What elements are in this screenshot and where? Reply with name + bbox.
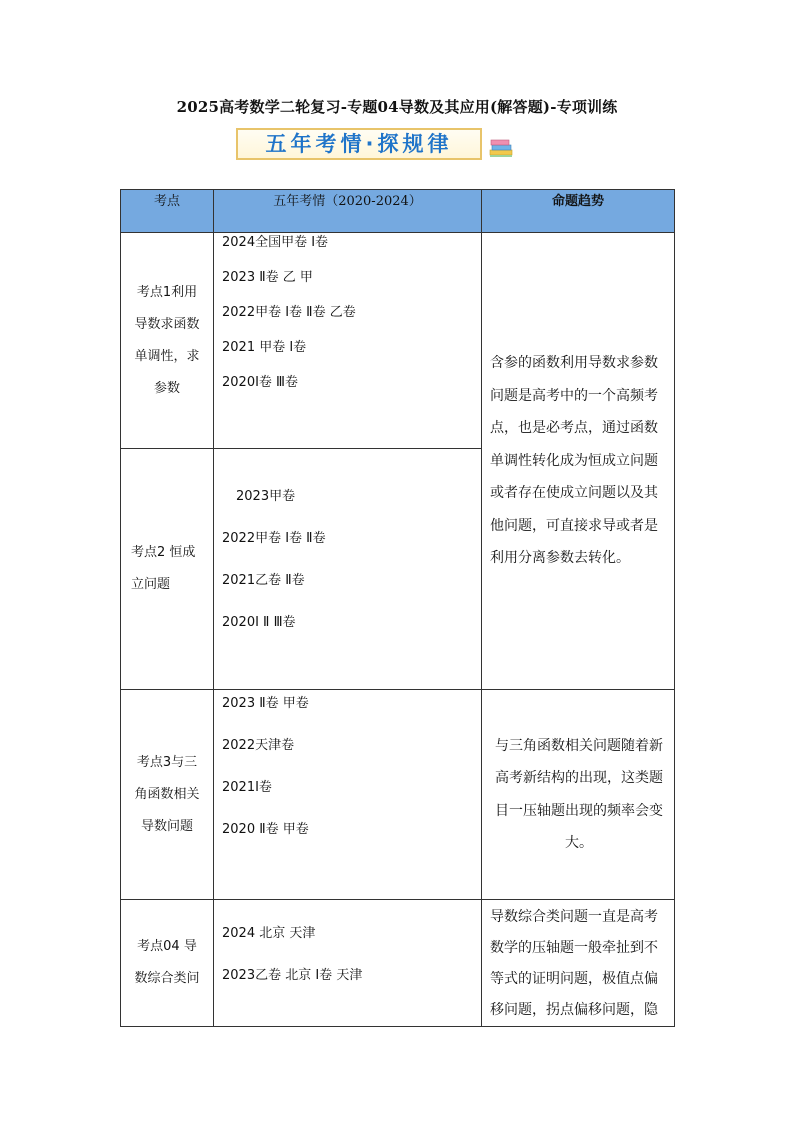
year-entry: 2022甲卷 Ⅰ卷 Ⅱ卷 乙卷: [222, 305, 356, 320]
section-banner: [236, 126, 518, 166]
trend-cell: 导数综合类问题一直是高考数学的压轴题一般牵扯到不等式的证明问题，极值点偏移问题，拐点偏移问题，隐: [482, 900, 675, 1027]
header-topic: 考点: [121, 190, 214, 233]
exam-analysis-table: [120, 189, 675, 1027]
table-row: [121, 233, 675, 449]
header-trend: 命题趋势: [482, 190, 675, 233]
table-row: [121, 690, 675, 900]
topic-cell: 考点2 恒成立问题: [121, 449, 214, 690]
year-entry: 2020Ⅰ卷 Ⅲ卷: [222, 375, 299, 390]
year-entry: 2022天津卷: [222, 738, 295, 753]
document-title: 2025高考数学二轮复习-专题04导数及其应用(解答题)-专项训练: [176, 98, 618, 116]
year-entry: 2021Ⅰ卷: [222, 780, 272, 795]
year-entry: 2024 北京 天津: [222, 926, 316, 941]
table-row: [121, 900, 675, 1027]
banner-title: 五年考情·探规律: [265, 132, 453, 156]
year-entry: 2022甲卷 Ⅰ卷 Ⅱ卷: [222, 531, 326, 546]
years-cell: [214, 233, 482, 449]
year-entry: 2024全国甲卷 Ⅰ卷: [222, 235, 329, 250]
year-entry: 2021 甲卷 Ⅰ卷: [222, 340, 307, 355]
year-entry: 2020Ⅰ Ⅱ Ⅲ卷: [222, 615, 296, 630]
years-cell: [214, 900, 482, 1027]
topic-cell: 考点04 导数综合类问: [121, 900, 214, 1027]
table-header-row: [121, 190, 675, 233]
year-entry: 2023 Ⅱ卷 乙 甲: [222, 270, 313, 285]
years-cell: [214, 449, 482, 690]
header-years: 五年考情（2020-2024）: [214, 190, 482, 233]
books-icon: [488, 134, 514, 160]
year-entry: 2023乙卷 北京 Ⅰ卷 天津: [222, 968, 363, 983]
trend-cell: 与三角函数相关问题随着新高考新结构的出现，这类题目一压轴题出现的频率会变大。: [482, 690, 675, 900]
year-entry: 2020 Ⅱ卷 甲卷: [222, 822, 309, 837]
year-entry: 2023 Ⅱ卷 甲卷: [222, 696, 309, 711]
trend-cell: 含参的函数利用导数求参数问题是高考中的一个高频考点，也是必考点，通过函数单调性转化成为恒成立问题或者存在使成立问题以及其他问题，可直接求导或者是利用分离参数去转化。: [482, 233, 675, 690]
years-cell: [214, 690, 482, 900]
topic-cell: 考点1利用导数求函数单调性，求参数: [121, 233, 214, 449]
year-entry: 2021乙卷 Ⅱ卷: [222, 573, 305, 588]
year-entry: 2023甲卷: [236, 489, 296, 504]
topic-cell: 考点3与三角函数相关导数问题: [121, 690, 214, 900]
